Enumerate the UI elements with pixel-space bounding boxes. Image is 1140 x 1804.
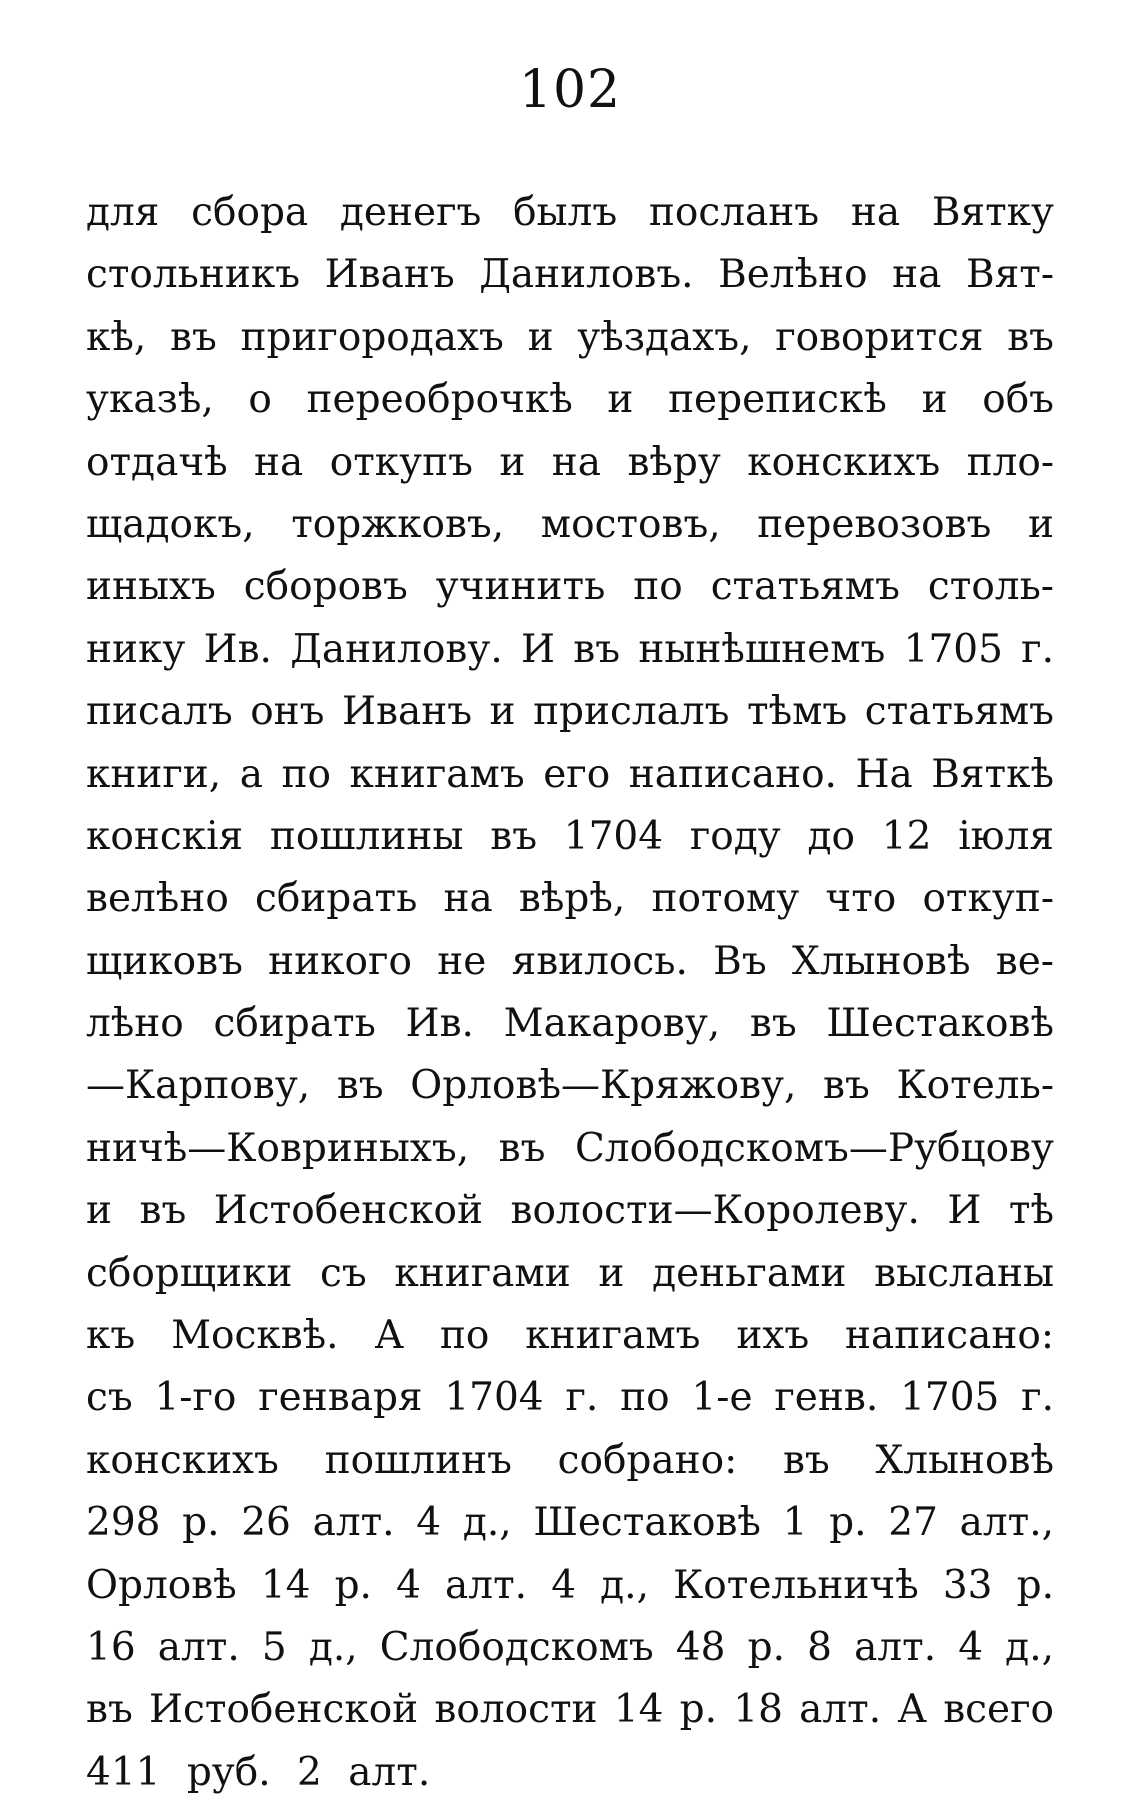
text-line: для сбора денегъ былъ посланъ на Вятку bbox=[86, 190, 1054, 235]
text-line: 16 алт. 5 д., Слободскомъ 48 р. 8 алт. 4 д., bbox=[86, 1624, 1054, 1670]
text-line: писалъ онъ Иванъ и прислалъ тѣмъ статьямъ bbox=[86, 689, 1054, 735]
text-line: конскихъ пошлинъ собрано: въ Хлыновѣ bbox=[86, 1437, 1054, 1483]
body-text bbox=[86, 182, 1054, 1804]
text-line: кѣ, въ пригородахъ и уѣздахъ, говорится въ bbox=[86, 314, 1054, 360]
text-line: указѣ, о переоброчкѣ и перепискѣ и объ bbox=[86, 377, 1054, 423]
text-line: иныхъ сборовъ учинить по статьямъ столь- bbox=[86, 564, 1054, 610]
text-line-last: 411 руб. 2 алт. bbox=[86, 1749, 431, 1795]
text-line: нику Ив. Данилову. И въ нынѣшнемъ 1705 г. bbox=[86, 626, 1054, 672]
text-line: Орловѣ 14 р. 4 алт. 4 д., Котельничѣ 33 р. bbox=[86, 1562, 1054, 1608]
text-line: къ Москвѣ. А по книгамъ ихъ написано: bbox=[86, 1313, 1054, 1359]
text-line: книги, а по книгамъ его написано. На Вяткѣ bbox=[86, 751, 1054, 797]
text-line: щадокъ, торжковъ, мостовъ, перевозовъ и bbox=[86, 501, 1054, 547]
text-line: щиковъ никого не явилось. Въ Хлыновѣ ве- bbox=[86, 938, 1054, 984]
text-line: велѣно сбирать на вѣрѣ, потому что откуп- bbox=[86, 876, 1054, 922]
text-line: въ Истобенской волости 14 р. 18 алт. А всего bbox=[86, 1687, 1054, 1733]
text-line: сборщики съ книгами и деньгами высланы bbox=[86, 1250, 1054, 1296]
text-line: отдачѣ на откупъ и на вѣру конскихъ пло- bbox=[86, 439, 1054, 485]
text-line: стольникъ Иванъ Даниловъ. Велѣно на Вят- bbox=[86, 252, 1054, 298]
text-line: конскія пошлины въ 1704 году до 12 іюля bbox=[86, 813, 1054, 859]
text-line: ничѣ—Ковриныхъ, въ Слободскомъ—Рубцову bbox=[86, 1125, 1054, 1171]
text-line: 298 р. 26 алт. 4 д., Шестаковѣ 1 р. 27 алт., bbox=[86, 1500, 1054, 1546]
text-line: съ 1-го генваря 1704 г. по 1-е генв. 1705 г. bbox=[86, 1375, 1054, 1421]
page-number: 102 bbox=[518, 60, 622, 120]
text-line: и въ Истобенской волости—Королеву. И тѣ bbox=[86, 1188, 1054, 1234]
text-line: —Карпову, въ Орловѣ—Кряжову, въ Котель- bbox=[86, 1063, 1054, 1109]
text-line: лѣно сбирать Ив. Макарову, въ Шестаковѣ bbox=[86, 1001, 1054, 1047]
